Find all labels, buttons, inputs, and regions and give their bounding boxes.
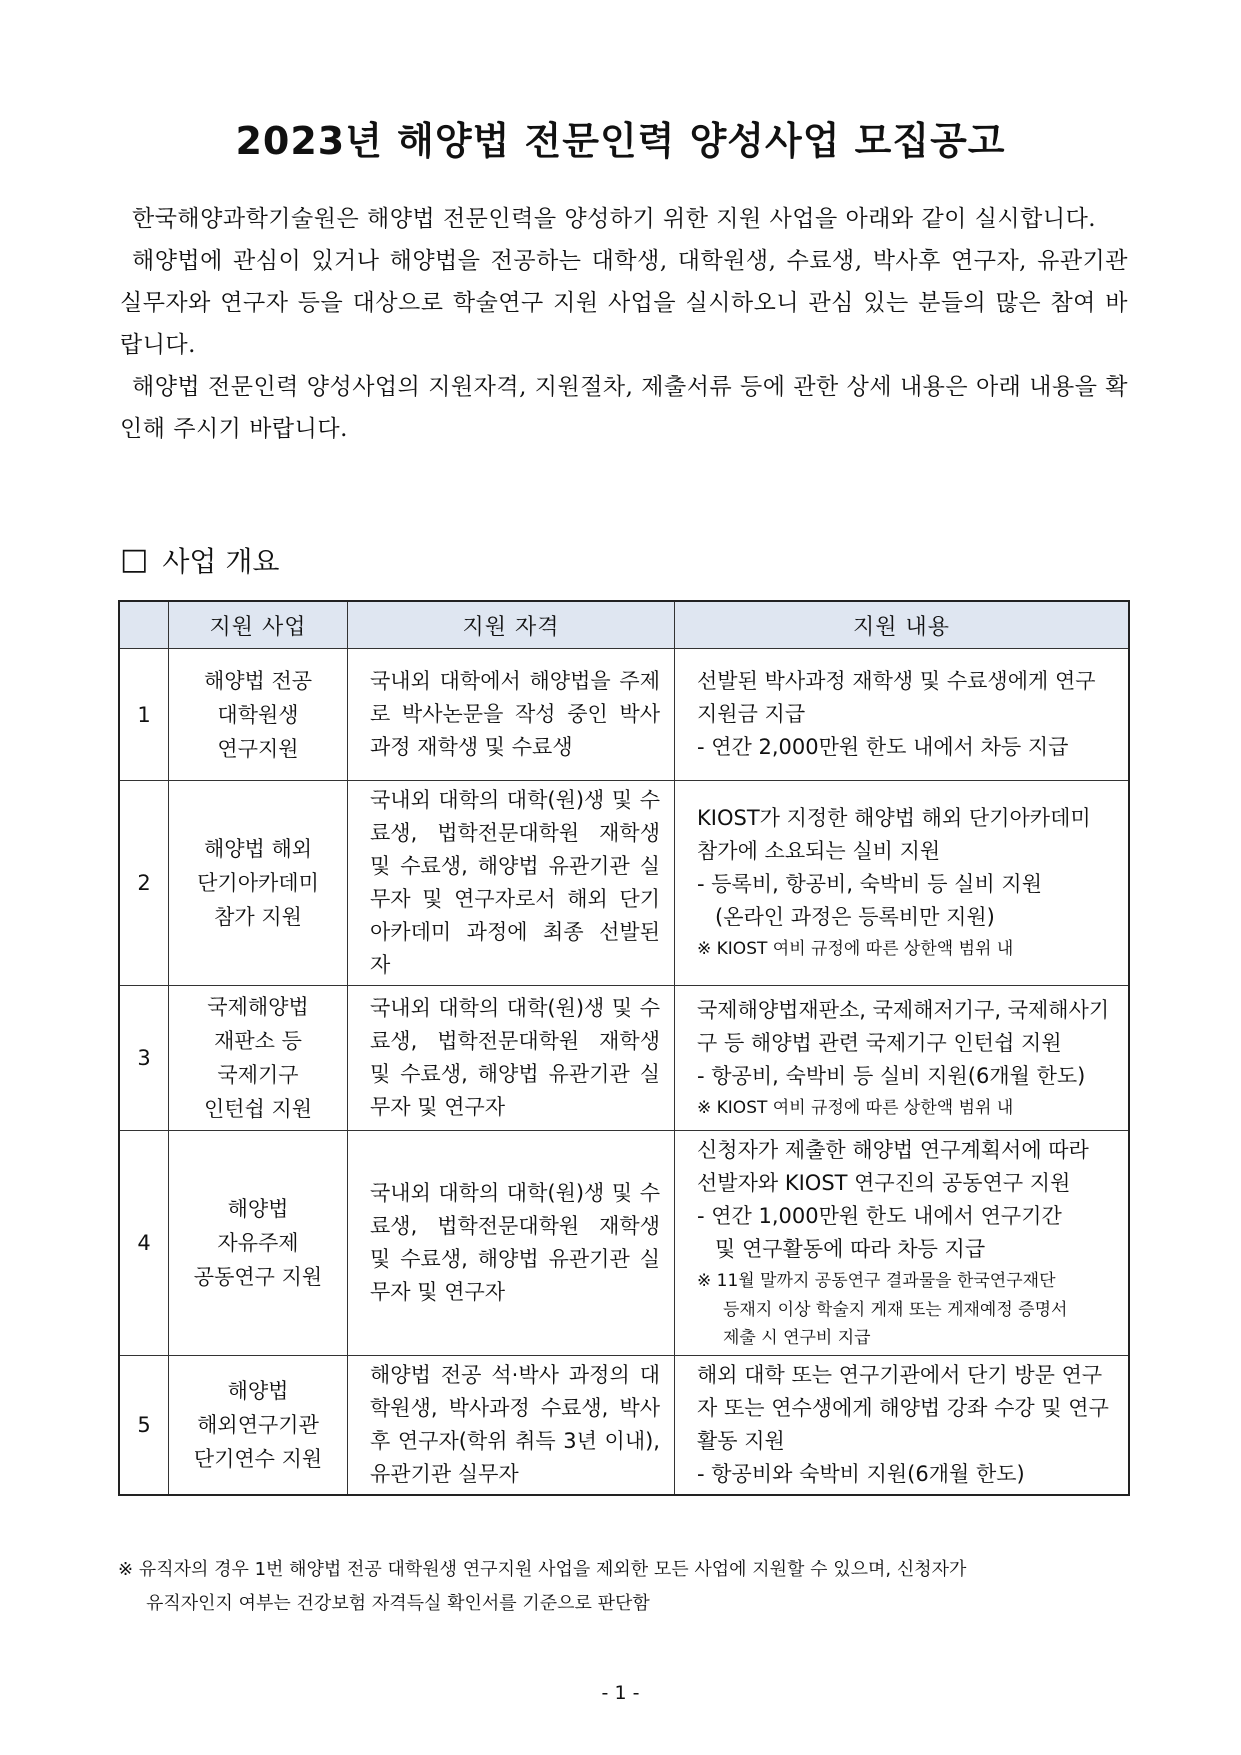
table-row bbox=[119, 1131, 1129, 1356]
program-name-line: 연구지원 bbox=[217, 736, 299, 761]
content-bullet: - 항공비와 숙박비 지원(6개월 한도) bbox=[697, 1462, 1025, 1486]
qualification-text: 국내외 대학의 대학(원)생 및 수료생, 법학전문대학원 재학생 및 수료생, 해양법 유관기관 실무자 및 연구자 bbox=[348, 986, 675, 1131]
content-line: 선발된 박사과정 재학생 및 수료생에게 연구지원금 지급 bbox=[697, 669, 1096, 726]
table-row bbox=[119, 781, 1129, 986]
table-header-row bbox=[119, 601, 1129, 649]
program-name bbox=[169, 1131, 348, 1356]
header-program: 지원 사업 bbox=[169, 601, 348, 649]
program-name-line: 국제기구 bbox=[217, 1063, 299, 1087]
intro-paragraph: 해양법에 관심이 있거나 해양법을 전공하는 대학생, 대학원생, 수료생, 박사후 연구자, 유관기관 실무자와 연구자 등을 대상으로 학술연구 지원 사업을 실시하오니 관심 있는 분들의 많은 참여 바랍니다. bbox=[120, 248, 1128, 358]
program-name bbox=[169, 1356, 348, 1496]
support-content bbox=[675, 1131, 1130, 1356]
section-heading bbox=[120, 540, 279, 580]
table-body bbox=[119, 649, 1129, 1496]
row-number: 2 bbox=[119, 781, 169, 986]
row-number: 4 bbox=[119, 1131, 169, 1356]
content-bullet: - 등록비, 항공비, 숙박비 등 실비 지원 bbox=[697, 872, 1042, 896]
content-line: 신청자가 제출한 해양법 연구계획서에 따라 선발자와 KIOST 연구진의 공동연구 지원 bbox=[697, 1138, 1089, 1195]
content-bullet: 및 연구활동에 따라 차등 지급 bbox=[715, 1237, 986, 1261]
content-bullet: (온라인 과정은 등록비만 지원) bbox=[715, 905, 995, 929]
program-name-line: 단기아카데미 bbox=[197, 871, 319, 895]
program-name-line: 해양법 bbox=[227, 1379, 289, 1403]
qualification-text: 국내외 대학에서 해양법을 주제로 박사논문을 작성 중인 박사과정 재학생 및 수료생 bbox=[348, 649, 675, 781]
program-name-line: 해외연구기관 bbox=[197, 1413, 319, 1437]
header-qualification: 지원 자격 bbox=[348, 601, 675, 649]
program-name bbox=[169, 781, 348, 986]
program-name-line: 자유주제 bbox=[217, 1231, 299, 1255]
content-line: KIOST가 지정한 해양법 해외 단기아카데미 참가에 소요되는 실비 지원 bbox=[697, 806, 1091, 863]
footnote-line: ※ 유직자의 경우 1번 해양법 전공 대학원생 연구지원 사업을 제외한 모든 사업에 지원할 수 있으며, 신청자가 bbox=[118, 1559, 967, 1580]
intro-text bbox=[120, 198, 1128, 450]
intro-paragraph: 해양법 전문인력 양성사업의 지원자격, 지원절차, 제출서류 등에 관한 상세 내용은 아래 내용을 확인해 주시기 바랍니다. bbox=[120, 374, 1128, 442]
section-heading-text: 사업 개요 bbox=[162, 545, 280, 578]
page-title: 2023년 해양법 전문인력 양성사업 모집공고 bbox=[235, 119, 1006, 163]
content-bullet: - 항공비, 숙박비 등 실비 지원(6개월 한도) bbox=[697, 1063, 1086, 1088]
table-row bbox=[119, 1356, 1129, 1496]
program-name-line: 대학원생 bbox=[217, 702, 299, 727]
program-name-line: 공동연구 지원 bbox=[193, 1265, 323, 1289]
page-number: - 1 - bbox=[601, 1682, 640, 1704]
content-note: ※ KIOST 여비 규정에 따른 상한액 범위 내 bbox=[697, 939, 1014, 959]
support-content bbox=[675, 986, 1130, 1131]
qualification-text: 해양법 전공 석·박사 과정의 대학원생, 박사과정 수료생, 박사후 연구자(학위 취득 3년 이내), 유관기관 실무자 bbox=[348, 1356, 675, 1496]
footnote bbox=[118, 1553, 1130, 1621]
footnote-line: 유직자인지 여부는 건강보험 자격득실 확인서를 기준으로 판단함 bbox=[146, 1593, 650, 1614]
row-number: 1 bbox=[119, 649, 169, 781]
content-bullet: - 연간 1,000만원 한도 내에서 연구기간 bbox=[697, 1204, 1062, 1228]
program-name-line: 인턴쉽 지원 bbox=[203, 1097, 313, 1121]
content-line: 국제해양법재판소, 국제해저기구, 국제해사기구 등 해양법 관련 국제기구 인턴쉽 지원 bbox=[697, 997, 1110, 1055]
qualification-text: 국내외 대학의 대학(원)생 및 수료생, 법학전문대학원 재학생 및 수료생, 해양법 유관기관 실무자 및 연구자로서 해외 단기아카데미 과정에 최종 선발된 자 bbox=[348, 781, 675, 986]
row-number: 3 bbox=[119, 986, 169, 1131]
row-number: 5 bbox=[119, 1356, 169, 1496]
qualification-text: 국내외 대학의 대학(원)생 및 수료생, 법학전문대학원 재학생 및 수료생, 해양법 유관기관 실무자 및 연구자 bbox=[348, 1131, 675, 1356]
header-number bbox=[119, 601, 169, 649]
program-name-line: 해양법 전공 bbox=[203, 668, 313, 693]
program-name-line: 재판소 등 bbox=[214, 1029, 302, 1053]
program-name-line: 해양법 해외 bbox=[203, 837, 313, 861]
content-bullet: - 연간 2,000만원 한도 내에서 차등 지급 bbox=[697, 735, 1069, 759]
intro-paragraph: 한국해양과학기술원은 해양법 전문인력을 양성하기 위한 지원 사업을 아래와 같이 실시합니다. bbox=[132, 206, 1097, 232]
program-name-line: 단기연수 지원 bbox=[193, 1447, 323, 1471]
content-note: ※ 11월 말까지 공동연구 결과물을 한국연구재단 bbox=[697, 1271, 1056, 1291]
support-content bbox=[675, 649, 1130, 781]
table-row bbox=[119, 649, 1129, 781]
program-name bbox=[169, 986, 348, 1131]
program-name-line: 해양법 bbox=[227, 1197, 289, 1221]
support-content bbox=[675, 1356, 1130, 1496]
program-name-line: 국제해양법 bbox=[207, 995, 309, 1019]
header-content: 지원 내용 bbox=[675, 601, 1130, 649]
content-note: 제출 시 연구비 지급 bbox=[723, 1328, 871, 1348]
content-note: 등재지 이상 학술지 게재 또는 게재예정 증명서 bbox=[723, 1300, 1068, 1320]
support-content bbox=[675, 781, 1130, 986]
table-row bbox=[119, 986, 1129, 1131]
program-name bbox=[169, 649, 348, 781]
content-note: ※ KIOST 여비 규정에 따른 상한액 범위 내 bbox=[697, 1097, 1014, 1118]
content-line: 해외 대학 또는 연구기관에서 단기 방문 연구자 또는 연수생에게 해양법 강좌 수강 및 연구활동 지원 bbox=[697, 1363, 1109, 1453]
checkbox-square-icon: □ bbox=[120, 542, 149, 577]
program-overview-table bbox=[118, 600, 1130, 1496]
program-name-line: 참가 지원 bbox=[214, 905, 302, 929]
